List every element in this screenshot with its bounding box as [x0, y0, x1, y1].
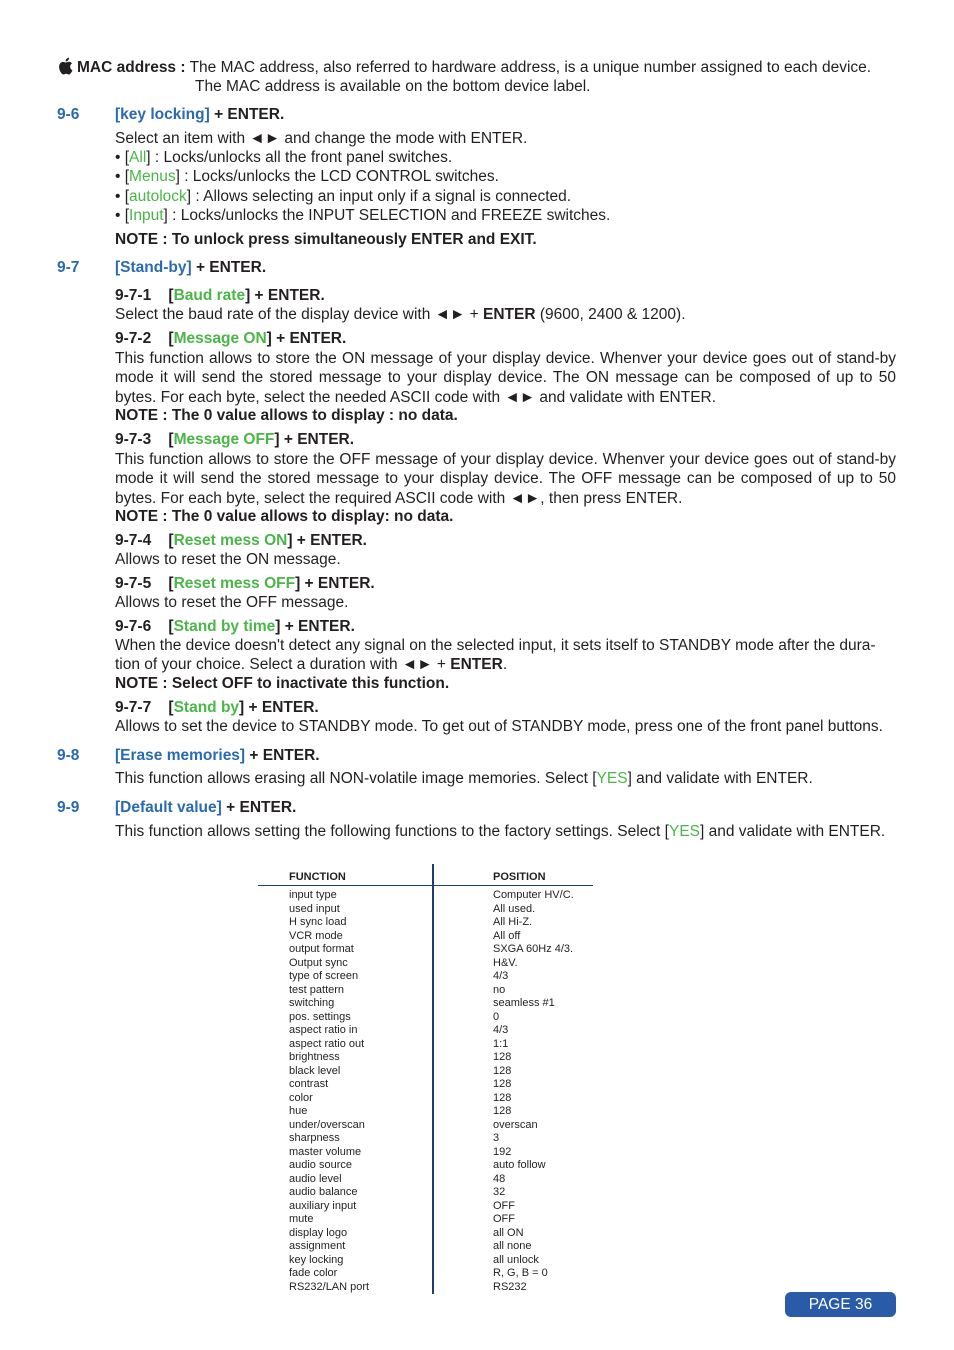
table-row	[258, 903, 593, 917]
subsection-9-7-3-note: NOTE : The 0 value allows to display: no data.	[115, 508, 454, 525]
table-row	[258, 1186, 593, 1200]
page-number-badge: PAGE 36	[785, 1292, 896, 1317]
section-9-7-number: 9-7	[57, 259, 80, 276]
section-9-6-heading	[115, 106, 284, 124]
position-cell: 128	[493, 1051, 512, 1063]
function-cell: VCR mode	[258, 930, 433, 944]
section-9-6-number: 9-6	[57, 106, 80, 123]
subsection-9-7-5-heading: 9-7-5 [Reset mess OFF] + ENTER.	[115, 575, 375, 592]
subsection-9-7-1-heading: 9-7-1 [Baud rate] + ENTER.	[115, 287, 325, 304]
table-row	[258, 943, 593, 957]
position-cell: 3	[493, 1132, 500, 1144]
position-cell: 4/3	[493, 1024, 509, 1036]
position-cell: H&V.	[493, 956, 518, 969]
table-row	[258, 1200, 593, 1214]
table-row	[258, 1065, 593, 1079]
table-row	[258, 1213, 593, 1227]
list-item: • [Input] : Locks/unlocks the INPUT SELECTION and FREEZE switches.	[115, 207, 611, 224]
table-header-row	[258, 864, 593, 886]
position-cell: overscan	[493, 1118, 538, 1131]
function-cell: color	[258, 1092, 433, 1106]
subsection-9-7-2-note: NOTE : The 0 value allows to display : no data.	[115, 407, 458, 424]
function-cell: aspect ratio in	[258, 1024, 433, 1038]
list-item: • [autolock] : Allows selecting an input only if a signal is connected.	[115, 188, 572, 205]
subsection-9-7-2-body: This function allows to store the ON message of your display device. Whenver your device goes out of stand-by mode it will send the stored message to your display device. The ON message can be composed of up to 50 bytes. For each byte, select the needed ASCII code with ◄► and validate with ENTER.	[115, 350, 896, 406]
section-9-6-enter: + ENTER.	[214, 106, 285, 123]
table-row	[258, 1092, 593, 1106]
function-cell: master volume	[258, 1146, 433, 1160]
position-cell: Computer HV/C.	[493, 889, 574, 901]
subsection-9-7-3-body: This function allows to store the OFF message of your display device. Whenver your device goes out of stand-by mode it will send the stored message to your display device. The OFF message can be composed of up to 50 bytes. For each byte, select the required ASCII code with ◄►, then press ENTER.	[115, 451, 896, 507]
position-cell: all unlock	[493, 1253, 539, 1266]
apple-icon	[57, 57, 73, 75]
table-row	[258, 1051, 593, 1065]
position-cell: 1:1	[493, 1037, 509, 1050]
table-row	[258, 1078, 593, 1092]
section-9-9-body: This function allows setting the following functions to the factory settings. Select [YES] and validate with ENTER.	[115, 823, 886, 840]
function-cell: Output sync	[258, 957, 433, 971]
section-9-9-heading: [Default value] + ENTER.	[115, 799, 297, 816]
table-row	[258, 1119, 593, 1133]
position-cell: 32	[493, 1186, 506, 1198]
table-row	[258, 1159, 593, 1173]
function-cell: hue	[258, 1105, 433, 1119]
subsection-9-7-7-body: Allows to set the device to STANDBY mode. To get out of STANDBY mode, press one of the front panel buttons.	[115, 718, 883, 735]
table-row	[258, 886, 593, 903]
position-cell: All Hi-Z.	[493, 916, 533, 928]
section-9-9-number: 9-9	[57, 799, 80, 816]
function-cell: audio source	[258, 1159, 433, 1173]
function-cell: brightness	[258, 1051, 433, 1065]
table-row	[258, 1254, 593, 1268]
table-row	[258, 1024, 593, 1038]
position-cell: no	[493, 983, 506, 996]
function-cell: display logo	[258, 1227, 433, 1241]
position-cell: 128	[493, 1064, 512, 1077]
function-cell: H sync load	[258, 916, 433, 930]
function-cell: key locking	[258, 1254, 433, 1268]
position-cell: seamless #1	[493, 997, 555, 1009]
subsection-9-7-6-heading: 9-7-6 [Stand by time] + ENTER.	[115, 618, 355, 635]
function-cell: under/overscan	[258, 1119, 433, 1133]
table-row	[258, 1011, 593, 1025]
function-cell: test pattern	[258, 984, 433, 998]
function-cell: used input	[258, 903, 433, 917]
table-row	[258, 984, 593, 998]
function-cell: input type	[258, 886, 433, 903]
position-cell: all none	[493, 1240, 532, 1252]
subsection-9-7-7-heading: 9-7-7 [Stand by] + ENTER.	[115, 699, 319, 716]
mac-address-text-2: The MAC address is available on the bottom device label.	[195, 78, 591, 95]
position-cell: 192	[493, 1145, 512, 1158]
subsection-9-7-1-body: Select the baud rate of the display device with ◄► + ENTER (9600, 2400 & 1200).	[115, 306, 686, 323]
table-row	[258, 916, 593, 930]
subsection-9-7-6-body-2: tion of your choice. Select a duration with ◄► + ENTER.	[115, 656, 508, 673]
function-cell: switching	[258, 997, 433, 1011]
position-cell: OFF	[493, 1199, 515, 1212]
function-cell: auxiliary input	[258, 1200, 433, 1214]
position-cell: all ON	[493, 1226, 524, 1239]
position-cell: auto follow	[493, 1159, 546, 1171]
position-cell: 128	[493, 1078, 512, 1090]
position-cell: R, G, B = 0	[493, 1267, 548, 1279]
function-cell: black level	[258, 1065, 433, 1079]
function-cell: fade color	[258, 1267, 433, 1281]
column-header-function: FUNCTION	[258, 864, 433, 886]
subsection-9-7-3-heading: 9-7-3 [Message OFF] + ENTER.	[115, 431, 355, 448]
table-row	[258, 957, 593, 971]
function-cell: sharpness	[258, 1132, 433, 1146]
table-row	[258, 1038, 593, 1052]
position-cell: SXGA 60Hz 4/3.	[493, 943, 574, 955]
subsection-9-7-4-body: Allows to reset the ON message.	[115, 551, 341, 568]
table-row	[258, 1173, 593, 1187]
subsection-9-7-6-body-1: When the device doesn't detect any signal on the selected input, it sets itself to STANDBY mode after the dura-	[115, 637, 876, 654]
position-cell: 0	[493, 1010, 500, 1023]
table-row	[258, 1281, 593, 1295]
function-cell: RS232/LAN port	[258, 1281, 433, 1295]
position-cell: 128	[493, 1105, 512, 1117]
table-row	[258, 997, 593, 1011]
mac-address-label: MAC address :	[77, 59, 186, 76]
function-cell: contrast	[258, 1078, 433, 1092]
function-cell: type of screen	[258, 970, 433, 984]
list-item: • [All] : Locks/unlocks all the front panel switches.	[115, 149, 453, 166]
function-cell: aspect ratio out	[258, 1038, 433, 1052]
table-row	[258, 970, 593, 984]
position-cell: 48	[493, 1172, 506, 1185]
function-cell: pos. settings	[258, 1011, 433, 1025]
table-row	[258, 1132, 593, 1146]
position-cell: 128	[493, 1091, 512, 1104]
table-row	[258, 930, 593, 944]
section-9-8-heading: [Erase memories] + ENTER.	[115, 747, 320, 764]
table-row	[258, 1267, 593, 1281]
position-cell: All off	[493, 929, 521, 942]
section-9-7-heading: [Stand-by] + ENTER.	[115, 259, 267, 276]
table-row	[258, 1240, 593, 1254]
position-cell: OFF	[493, 1213, 515, 1225]
function-cell: audio level	[258, 1173, 433, 1187]
function-cell: mute	[258, 1213, 433, 1227]
function-cell: audio balance	[258, 1186, 433, 1200]
table-row	[258, 1227, 593, 1241]
section-9-6-intro: Select an item with ◄► and change the mode with ENTER.	[115, 130, 528, 147]
section-9-8-number: 9-8	[57, 747, 80, 764]
table-row	[258, 1146, 593, 1160]
section-9-6-note: NOTE : To unlock press simultaneously ENTER and EXIT.	[115, 231, 537, 248]
table-body	[258, 886, 593, 1295]
position-cell: All used.	[493, 902, 536, 915]
table-row	[258, 1105, 593, 1119]
subsection-9-7-6-note: NOTE : Select OFF to inactivate this function.	[115, 675, 450, 692]
subsection-9-7-4-heading: 9-7-4 [Reset mess ON] + ENTER.	[115, 532, 367, 549]
position-cell: 4/3	[493, 970, 509, 982]
subsection-9-7-5-body: Allows to reset the OFF message.	[115, 594, 349, 611]
section-9-6-title: [key locking]	[115, 106, 210, 123]
mac-address-text-1: The MAC address, also referred to hardware address, is a unique number assigned to each device.	[189, 59, 872, 76]
function-cell: assignment	[258, 1240, 433, 1254]
column-header-position: POSITION	[433, 864, 593, 886]
list-item: • [Menus] : Locks/unlocks the LCD CONTROL switches.	[115, 168, 499, 185]
position-cell: RS232	[493, 1280, 527, 1293]
default-values-table	[258, 864, 593, 1294]
subsection-9-7-2-heading: 9-7-2 [Message ON] + ENTER.	[115, 330, 347, 347]
section-9-8-body: This function allows erasing all NON-volatile image memories. Select [YES] and validate with ENTER.	[115, 770, 813, 787]
function-cell: output format	[258, 943, 433, 957]
mac-address-line-1	[77, 59, 871, 77]
